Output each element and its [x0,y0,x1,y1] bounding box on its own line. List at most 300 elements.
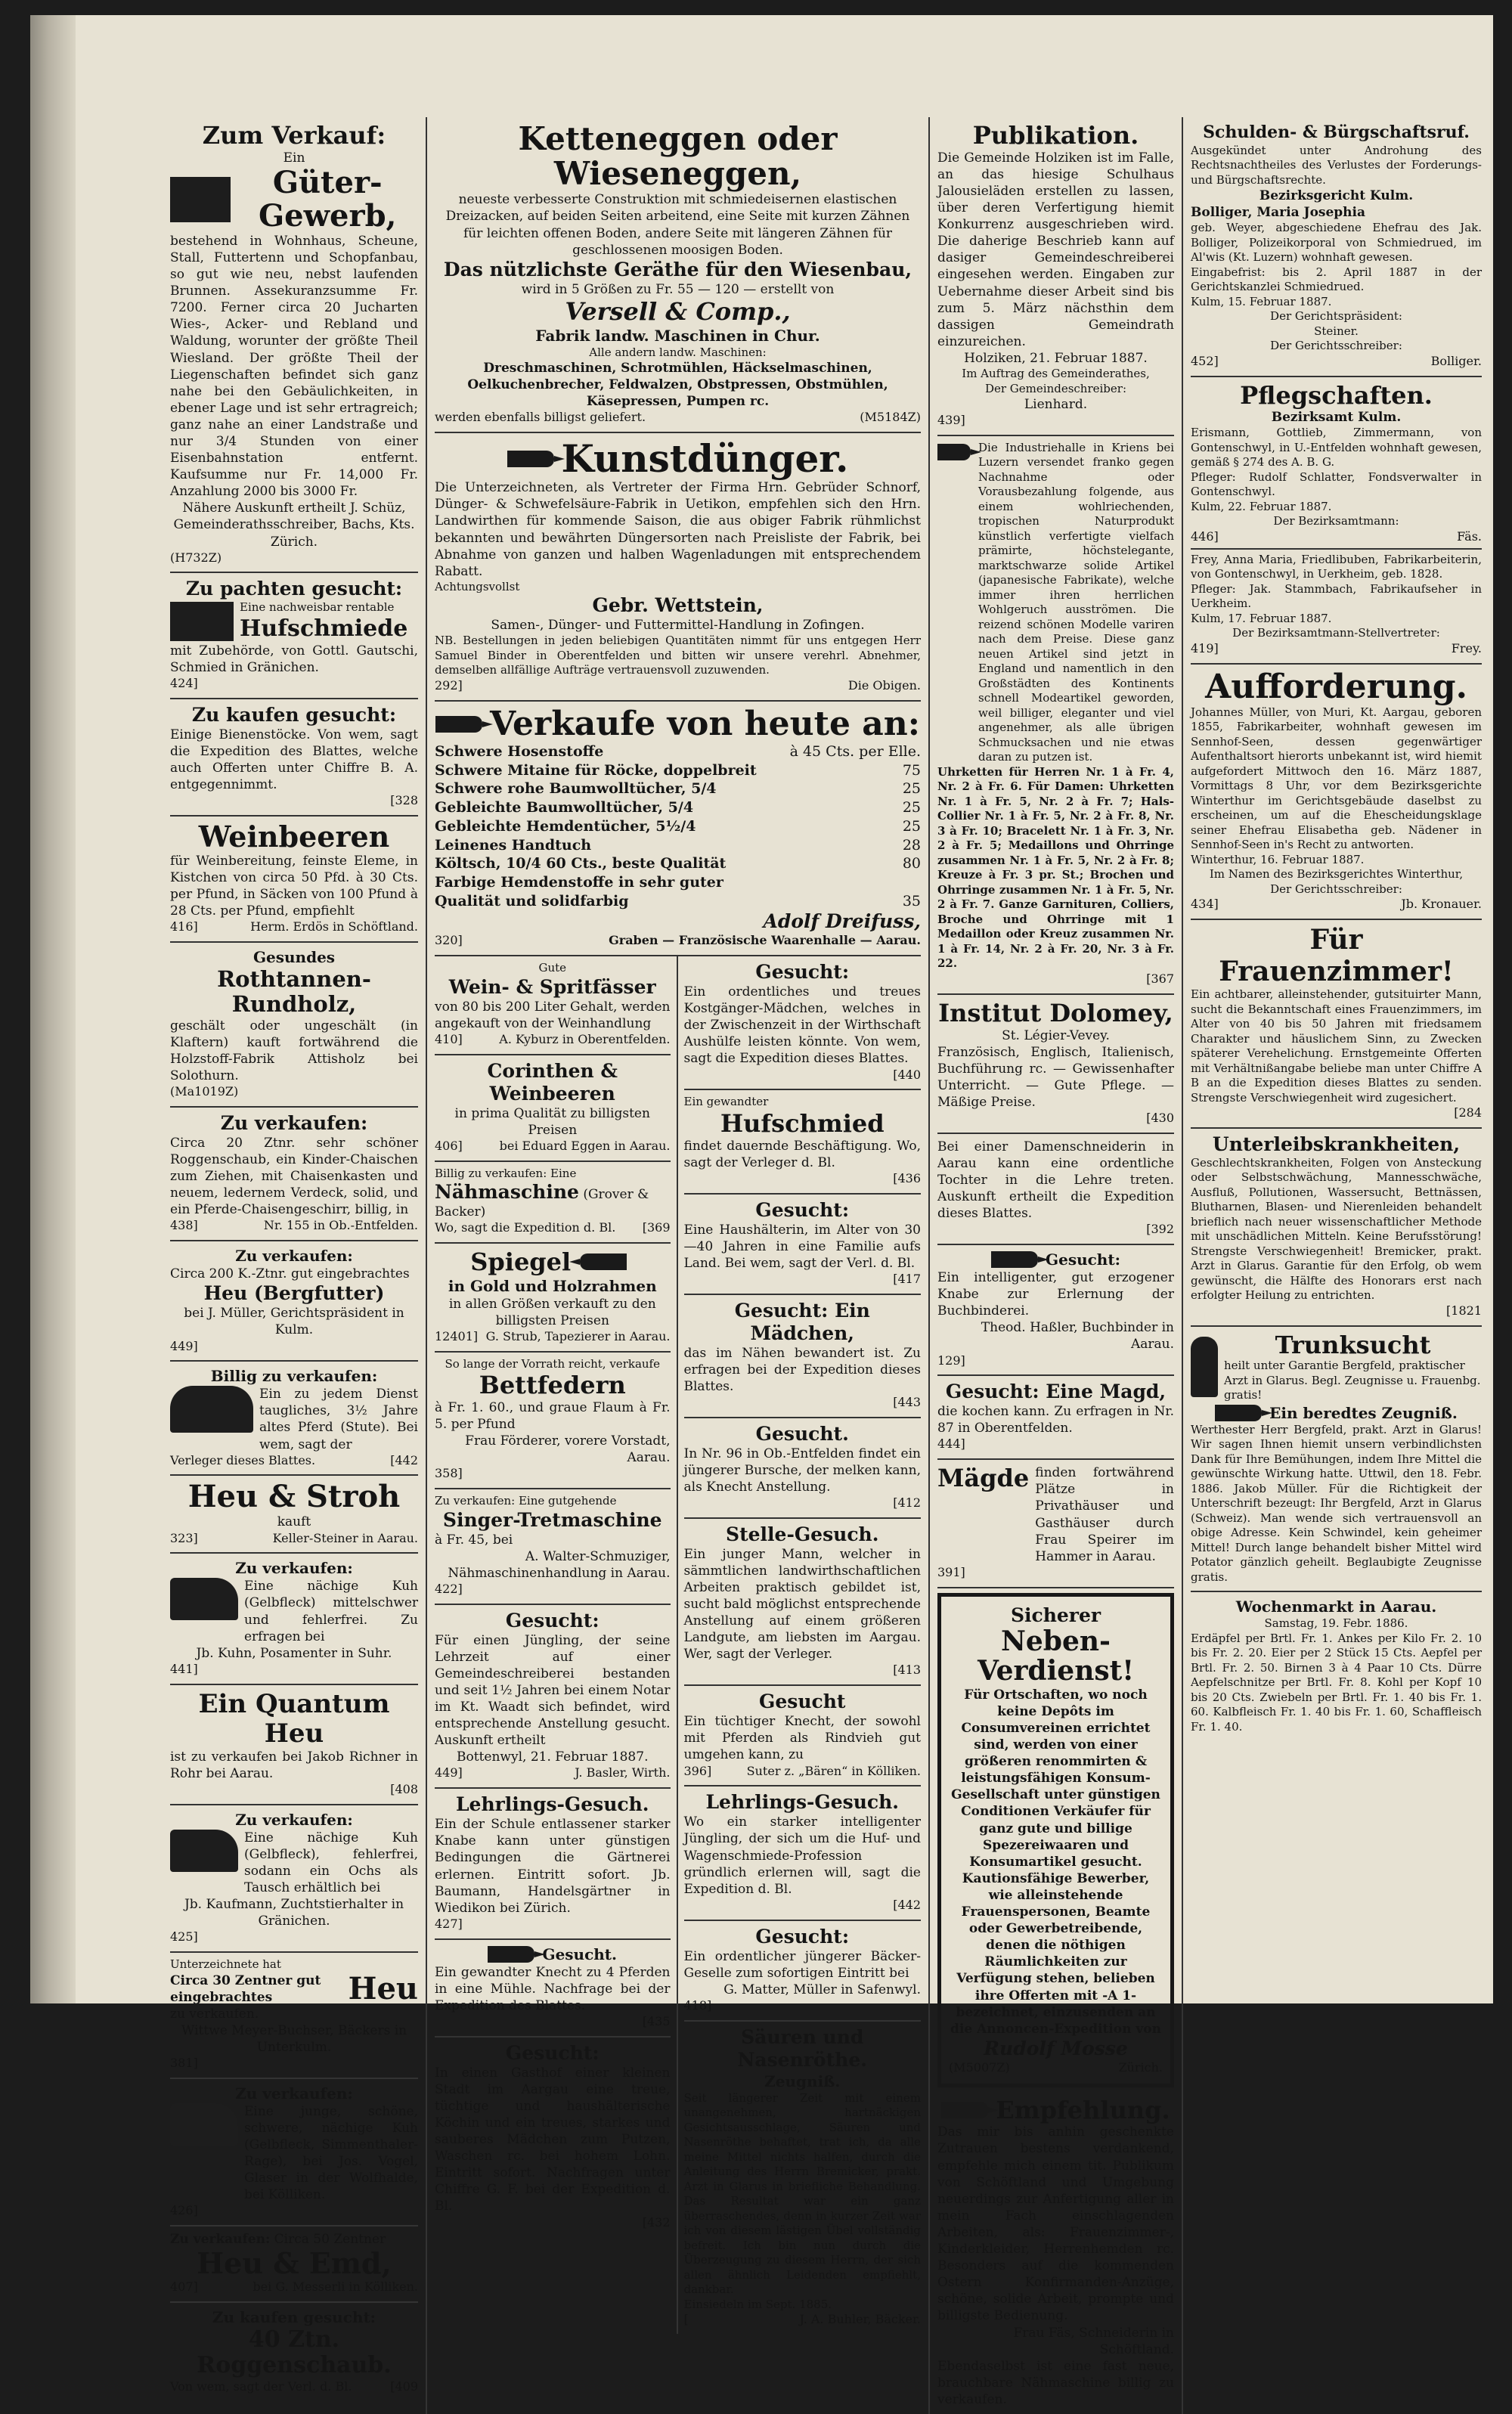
ad-sign-4: Bolliger. [1430,353,1482,368]
ad-sign-3: Jb. Kronauer. [1401,897,1482,912]
ad-wochenmarkt [1191,1592,1482,1740]
ad-body: Ein junger Mann, welcher in sämmtlichen landwirthschaftlichen Arbeiten praktisch gebildet ist, sucht bald möglichst entsprechende Anstellung auf einem größeren Landgute, am liebsten im Aargau. Wer, sagt der Verleger. [683,1546,921,1663]
ad-nb: NB. Bestellungen in jeden beliebigen Quantitäten nimmt für uns entgegen Herr Samuel Binder in Oberentfelden und bitten wir unsere verehrl. Abnehmer, demselben allfällige Aufträge vertrauensvoll zuzuwenden. [435,634,921,677]
ad-body: Für einen Jüngling, der seine Lehrzeit auf einer Gemeindeschreiberei bestanden und seit 1½ Jahren bei einem Notar im Kt. Waadt sich befindet, wird entsprechende Anstellung gesucht. Auskunft ertheilt [435,1632,671,1749]
price-row [435,836,921,855]
ad-headline-2: Neben-Verdienst! [977,1625,1135,1687]
ad-body: bestehend in Wohnhaus, Scheune, Stall, Futtertenn und Schopfanbau, so gut wie neu, nebst laufenden Brunnen. Assekuranzsumme Fr. 7200. Ferner circa 20 Jucharten Wies-, Acker- und Rebland und Waldung, worunter der größte Theil Wiesland. Der größte Theil der Liegenschaften befindet sich ganz nahe bei den Gebäulichkeiten, in ebener Lage und ist sehr ertragreich; ganz nahe an einer Landstraße und nur 3/4 Stunden von einer Eisenbahnstation entfernt. Kaufsumme nur Fr. 14,000 Fr. Anzahlung 2000 bis 3000 Fr. [170,233,418,500]
ad-billig [170,1362,418,1476]
ad-contact: J. A. Buhler, Bäcker. [799,2312,921,2327]
ad-kuh-2 [170,1805,418,1953]
ad-title: Zu verkaufen: [235,1810,353,1829]
ad-stelle [684,1519,922,1686]
price-item-price: 80 [902,855,921,872]
ad-naehmaschine [435,1162,671,1244]
ad-date: Einsiedeln im Sept. 1885. [683,2297,832,2311]
ad-body: Ein ordentlicher jüngerer Bäcker-Geselle zum sofortigen Eintritt bei [683,1948,921,1981]
ad-ref: 439] [937,413,965,428]
ad-ref: [367 [1146,971,1174,986]
ad-contact: Jb. Kuhn, Posamenter in Suhr. [196,1645,392,1661]
ad-lehrling [435,1789,671,1939]
horse-icon [170,1386,253,1433]
ad-ref: 438] [170,1218,198,1233]
ad-ref: [ [683,2312,689,2327]
ad-firm-sub: Fabrik landw. Maschinen in Chur. [535,326,820,345]
ad-headline: Corinthen & Weinbeeren [487,1059,618,1105]
ad-ref: [408 [390,1782,418,1796]
price-item-price: 25 [902,817,921,835]
ad-contact: Verleger dieses Blattes. [170,1452,316,1467]
ad-trunksucht [1191,1327,1482,1593]
ad-body: finden fortwährend Plätze in Privathäuser und Gasthäuser durch Frau Speirer im Hammer in Aarau. [1035,1465,1174,1564]
ad-contact: Frau Förderer, vorere Vorstadt, Aarau. [465,1433,671,1466]
ad-headline: Wein- & Spritfässer [448,975,656,998]
smithy-icon [170,602,234,641]
ad-body: Von wem, sagt der Verl. d. Bl. [170,2378,352,2394]
price-item-price: à 45 Cts. per Elle. [789,743,921,761]
ad-contact: Suter z. „Bären“ in Kölliken. [746,1763,921,1778]
ad-body: findet dauernde Beschäftigung. Wo, sagt der Verleger d. Bl. [683,1138,921,1170]
ad-pre: Gute [538,961,567,975]
pointing-hand-icon [941,2102,988,2118]
ad-headline: Schulden- & Bürgschaftsruf. [1203,122,1470,142]
ad-egge [435,117,921,433]
ad-verkaufe [435,702,921,956]
ad-contact: bei J. Müller, Gerichtspräsident in Kulm. [184,1306,404,1338]
ad-empfehlung [937,2092,1174,2414]
ad-contact: Wittwe Meyer-Buchser, Bäckers in Unterkulm. [181,2022,407,2056]
ad-title: Zu verkaufen: [235,1559,353,1578]
ad-subtitle: St. Légier-Vevey. [1002,1027,1110,1043]
ad-headline: Publikation. [972,121,1139,150]
ad-body: Eine Haushälterin, im Alter von 30—40 Jahren in eine Familie aufs Land. Bei wem, sagt der Verl. d. Bl. [683,1222,921,1271]
ad-ref: 129] [937,1353,965,1368]
ad-sign: Die Obigen. [847,677,921,693]
small-ads-right [678,956,922,2334]
ad-headline: Kunstdünger. [561,436,849,482]
ad-title: Zu verkaufen: [220,1111,368,1134]
ad-bettfedern [435,1353,671,1489]
ad-date: Kulm, 22. Februar 1887. [1191,499,1332,513]
ad-lehrling-2 [684,1786,922,1920]
ad-body: die kochen kann. Zu erfragen in Nr. 87 in Oberentfelden. [937,1404,1174,1436]
ad-headline: Säuren und Nasenröthe. [737,2025,867,2071]
ad-title: Zum Verkauf: [202,121,386,150]
ad-hufschmied [684,1090,922,1194]
ad-ref: [328 [390,793,418,808]
ad-contact: Frau Fäs, Schneiderin in Schöftland. [1013,2325,1174,2357]
ad-maedchen [684,1295,922,1418]
price-item-name: Farbige Hemdenstoffe in sehr guter [435,873,723,891]
price-item-price: 25 [902,780,921,798]
price-row [435,798,921,817]
ad-greeting: Achtungsvollst [435,579,520,593]
ad-ref: [413 [893,1663,921,1678]
ad-pre: Ein gewandter [683,1095,769,1109]
ad-ref: 424] [170,676,198,691]
ad-body: Wo ein starker intelligenter Jüngling, der sich um die Huf- und Wagenschmiede-Profession gründlich erlernen will, sagt die Expedition d. Bl. [683,1814,921,1897]
pointing-hand-icon [580,1253,627,1270]
ad-ref: [443 [893,1394,921,1409]
ad-body-2: Frey, Anna Maria, Friedlibuben, Fabrikarbeiterin, von Gontenschwyl, in Uerkheim, geb. 1828. [1191,552,1482,581]
newspaper-page [30,15,1493,2407]
ad-aufforderung [1191,665,1482,921]
ad-baecker [684,1921,922,2022]
pointing-finger-icon [1191,1337,1218,1397]
ad-body: Eine nächige Kuh (Gelbfleck), fehlerfrei, sodann ein Ochs als Tausch erhältlich bei [244,1830,418,1896]
page-binding [30,15,76,2003]
ad-title: Lehrlings-Gesuch. [705,1791,900,1814]
ad-magd [937,1376,1174,1460]
ad-contact: J. Basler, Wirth. [575,1765,671,1780]
ad-firm: Gebr. Wettstein, [592,594,764,617]
ad-headline: Wochenmarkt in Aarau. [1235,1597,1437,1616]
ad-verkauf [170,117,418,573]
ad-ref: [417 [893,1271,921,1286]
ad-headline: Heu & Stroh [187,1479,401,1515]
ad-knecht-2 [684,1686,922,1786]
ad-sign-1: Der Gerichtspräsident: [1270,309,1402,324]
ad-ref: [392 [1146,1222,1174,1237]
ad-schulden [1191,117,1482,377]
ad-ref: 416] [170,919,198,934]
ad-body: Französisch, Englisch, Italienisch, Buchführung rc. — Gewissenhafter Unterricht. — Gute Pflege. — Mäßige Preise. [937,1044,1174,1110]
ad-roggen [170,2303,418,2401]
ad-body: Ein intelligenter, gut erzogener Knabe zur Erlernung der Buchbinderei. [937,1270,1174,1319]
ad-contact: G. Strub, Tapezierer in Aarau. [485,1328,671,1343]
ad-quantum [170,1685,418,1805]
ad-ref: [435 [642,2013,671,2028]
ad-headline: Rothtannen-Rundholz, [217,966,371,1018]
price-row [435,761,921,780]
ad-saeuren [684,2022,922,2334]
ad-ref: 406] [435,1138,463,1153]
price-row [435,742,921,761]
ad-body: Circa 50 Zentner [274,2232,386,2248]
ad-contact: Herm. Erdös in Schöftland. [250,919,418,934]
pointing-hand-icon [1215,1405,1262,1421]
ad-contact: Nr. 155 in Ob.-Entfelden. [263,1218,418,1233]
price-item-name: Schwere Mitaine für Röcke, doppelbreit [435,761,757,779]
pointing-hand-icon [435,716,482,733]
ad-contact: Nähere Auskunft ertheilt J. Schüz, Gemeinderathsschreiber, Bachs, Kts. Zürich. [173,500,415,550]
ad-headline: Institut Dolomey, [938,998,1173,1027]
ad-date: Samstag, 19. Febr. 1886. [1264,1616,1408,1631]
ad-ref: [436 [893,1170,921,1185]
ad-uhrketten [937,436,1174,995]
ad-headline: Gesucht: Eine Magd, [945,1381,1167,1403]
ad-ref: 320] [435,933,463,948]
column-3 [930,117,1183,2414]
ad-body: Geschlechtskrankheiten, Folgen von Ansteckung oder Selbstschwächung, Mannesschwäche, Ausfluß, Pollutionen, Wassersucht, Bettnässen, Blutharnen, Blasen- und Nierenleiden behandelt brieflich nach neuer wissenschaftlicher Methode mit unschädlichen Mitteln. Keine Berufsstörung! Strengste Verschwiegenheit! Bremicker, prakt. Arzt in Glarus. Garantie für den Erfolg, ob wem gewünscht, die Hälfte des Honorars erst nach erfolgter Heilung zu entrichten. [1191,1155,1482,1303]
ad-body: Johannes Müller, von Muri, Kt. Aargau, geboren 1855, Fabrikarbeiter, wohnhaft gewesen im Sennhof-Seen, dessen gegenwärtiger Aufenthaltsort hierorts unbekannt ist, wird hiemit aufgefordert Mittwoch den 16. März 1887, Vormittags 8 Uhr, vor dem Bezirksgerichte Winterthur im Gerichtsgebäude daselbst zu erscheinen, um auf die Ehescheidungsklage seiner Ehefrau Elisabetha geb. Nädener in Sennhof-Seen in's Recht zu antworten. [1191,705,1482,852]
ad-ref: 381] [170,2056,198,2071]
ad-ref: 444] [937,1436,965,1452]
price-item-price: 25 [902,799,921,817]
ad-title: Gesucht. [542,1945,618,1963]
ad-headline: Ketteneggen oder Wieseneggen, [518,120,838,193]
ad-ref: 323] [170,1530,198,1545]
ad-unterleib [1191,1129,1482,1327]
ad-ref: 449] [170,1338,198,1353]
ad-body: Ein achtbarer, alleinstehender, gutsituirter Mann, sucht die Bekanntschaft eines Frauenzimmers, im Alter von 40 bis 50 Jahren mit friedsamem Charakter und häuslichem Sinn, zu Zwecken späterer Verehelichung. Ernstgemeinte Offerten mit Verhältnißangabe beliebe man unter Chiffre A B an die Expedition dieses Blattes zu senden. Strengste Verschwiegenheit wird zugesichert. [1191,987,1482,1105]
ad-frauenzimmer [1191,920,1482,1129]
ad-title: Zu kaufen gesucht: [191,703,397,726]
price-row [435,817,921,836]
ad-ref: 452] [1191,353,1219,368]
ad-list: Uhrketten für Herren Nr. 1 à Fr. 4, Nr. 2 à Fr. 6. Für Damen: Uhrketten Nr. 1 à Fr. 5, Nr. 2 à Fr. 7; Hals-Collier Nr. 1 à Fr. 5, Nr. 2 à Fr. 8, Nr. 3 à Fr. 10; Bracelett Nr. 1 à Fr. 3, Nr. 2 à Fr. 5; Medaillons und Ohrringe zusammen Nr. 1 à Fr. 5, Nr. 2 à Fr. 8; Kreuze à Fr. 3 pr. St.; Brochen und Ohrringe zusammen Nr. 1 à Fr. 5, Nr. 2 à Fr. 7. Ganze Garnituren, Colliers, Broche und Ohrringe mit 1 Medaillon oder Kreuz zusammen Nr. 1 à Fr. 14, Nr. 2 à Fr. 20, Nr. 3 à Fr. 22. [937,764,1174,971]
ad-ref: [432 [642,2214,671,2230]
ad-date: Winterthur, 16. Februar 1887. [1191,852,1365,866]
ad-body: Erismann, Gottlieb, Zimmermann, von Gontenschwyl, in U.-Entfelden wohnhaft gewesen, gemäß § 274 des A. B. G. [1191,426,1482,469]
ad-sign-3: Der Bezirksamtmann-Stellvertreter: [1232,626,1440,640]
price-row [435,854,921,873]
ad-body: Erdäpfel per Brtl. Fr. 1. Ankes per Kilo Fr. 2. 10 bis Fr. 2. 20. Eier per 2 Stück 15 Cts. Aepfel per Brtl. Fr. 2. 50. Birnen 3 à 4 Paar 10 Cts. Dürre Aepfelschnitze per Brtl. Fr. 8. Kohl per Kopf 10 bis 20 Cts. Zwiebeln per Brtl. Fr. 1. 40 bis Fr. 1. 60. Kalbfleisch Fr. 1. 40 bis Fr. 1. 60, Schaffleisch Fr. 1. 40. [1191,1631,1482,1734]
ad-ref: (Ma1019Z) [170,1084,239,1099]
ad-ref: 12401] [435,1328,479,1343]
ad-ref: 446] [1191,528,1219,544]
cow-icon [170,1830,238,1872]
ad-ref: 358] [435,1466,463,1481]
house-icon [170,177,231,222]
ad-title: Gesucht: [505,2041,600,2064]
ad-name: Bolliger, Maria Josephia [1191,205,1366,221]
ad-kuh-1 [170,1554,418,1684]
ad-ref: (M5007Z) [949,2059,1010,2075]
ad-contact: bei Eduard Eggen in Aarau. [499,1138,671,1153]
ad-body: Ein der Schule entlassener starker Knabe kann unter günstigen Bedingungen die Gärtnerei erlernen. Eintritt sofort. Jb. Baumann, Handelsgärtner in Wiedikon bei Zürich. [435,1817,671,1916]
ad-title: Billig zu verkaufen: [210,1367,378,1386]
ad-maegde [937,1460,1174,1588]
ad-sign-2: Der Gerichtsschreiber: [1270,882,1402,896]
ad-ref: [430 [1146,1110,1174,1125]
ad-ref: (M5184Z) [860,410,921,425]
ad-headline: Ein Quantum Heu [198,1688,390,1749]
ad-headline: Spiegel [470,1247,572,1276]
ad-body: in prima Qualität zu billigsten Preisen [454,1105,650,1138]
ad-body: In einen Gasthof einer kleinen Stadt im Aargau eine treue, tüchtige und haushälterische Köchin und ein treues, starkes und sauberes Mädchen zum Putzen, Waschen rc. bei hohem Lohn. Eintritt sofort. Nachfragen unter Chiffre G. F. bei der Expedition d. Bl. [435,2065,671,2214]
ad-footer: werden ebenfalls billigst geliefert. [435,410,646,425]
pointing-hand-icon [488,1946,534,1963]
ad-firm: Adolf Dreifuss, [763,910,921,933]
ad-headline: Heu [348,1970,418,2007]
ad-body: heilt unter Garantie Bergfeld, praktischer Arzt in Glarus. Begl. Zeugnisse u. Frauenbg. gratis! [1224,1359,1481,1402]
price-item-name: Gebleichte Hemdentücher, 5½/4 [435,817,696,835]
ad-damenschneiderin [937,1134,1174,1245]
ad-sign-1: Im Auftrag des Gemeinderathes, [962,367,1150,381]
price-item-name: Qualität und solidfarbig [435,892,629,910]
ad-kostgaenger [684,956,922,1090]
ad-headline: Trunksucht [1275,1330,1431,1359]
ad-ref: 407] [170,2279,198,2295]
ad-body: neueste verbesserte Construktion mit schmiedeisernen elastischen Dreizacken, auf beiden Seiten arbeitend, eine Seite mit kurzen Zähnen für leichten offenen Boden, andere Seite mit längeren Zähnen für geschlossenen moosigen Boden. [445,192,910,258]
ad-nebenverdienst [937,1593,1174,2087]
price-item-name: Leinenes Handtuch [435,836,592,854]
ad-body: Ausgekündet unter Androhung des Rechtsnachtheiles des Verlustes der Forderungs- und Bürgschaftsrechte. [1191,143,1482,187]
cow-icon [170,2103,238,2146]
ad-pachten [170,573,418,699]
ad-contact: Jb. Kaufmann, Zuchtstierhalter in Gränichen. [184,1897,404,1929]
ad-headline: Für Frauenzimmer! [1219,924,1454,987]
ad-ref: 292] [435,677,463,693]
ad-date: Holziken, 21. Februar 1887. [964,350,1148,366]
column-4 [1183,117,1489,2414]
column-2 [427,117,930,2414]
ad-ref: 418] [683,1997,712,2013]
ad-title: Gesucht. [755,1422,849,1445]
ad-body: in allen Größen verkauft zu den billigsten Preisen [448,1296,656,1328]
pointing-hand-icon [991,1251,1038,1268]
ad-sign-1: Der Bezirksamtmann: [1273,514,1399,528]
ad-ref: 410] [435,1031,463,1046]
ad-contact: Theod. Haßler, Buchbinder in Aarau. [981,1320,1174,1353]
ad-faesser [435,956,671,1055]
ad-court: Bezirksamt Kulm. [1271,410,1402,426]
ad-pflegschaften [1191,377,1482,665]
ad-subtitle: zu verkaufen. [170,2006,259,2022]
ad-headline: Heu & Emd, [197,2246,392,2281]
ad-body: Circa 30 Zentner gut eingebrachtes [170,1972,321,2005]
cow-icon [170,1578,238,1620]
ad-headline: 40 Ztn. Roggenschaub. [197,2326,392,2379]
ad-body: Seit längerer Zeit mit einem unangenehmen, hartnäckigen Gesichtsausschlage, Säuren und Nasenröthe behaftet, trat ich, da alle meine Mittel nichts halfen, durch die Anleitung des Herrn Bremicker, prakt. Arzt in Glarus in briefliche Behandlung. Das Resultat war ein ganz überraschendes, denn in kurzer Zeit war ich von diesem lästigen Übel vollständig befreit. Ich bin nun durch die Überzeugung zu diesem Herrn, der sich allen ähnlich Leidenden empfiehlt, dankbar. [683,2090,921,2297]
ad-body: Die Gemeinde Holziken ist im Falle, an das hiesige Schulhaus Jalousieläden erstellen zu lassen, über deren Verfertigung hiemit Konkurrenz ausgeschrieben wird. Die daherige Beschrieb kann auf dasiger Gemeindeschreiberei eingesehen werden. Eingaben zur Uebernahme dieser Arbeit sind bis zum 5. März nächsthin dem dassigen Gemeindrath einzureichen. [937,150,1174,349]
ad-slogan: Das nützlichste Geräthe für den Wiesenbau, [443,258,912,280]
ad-ref: [442 [390,1452,418,1467]
ad-headline: Bettfedern [479,1371,626,1400]
ad-pre: Gesundes [253,948,336,967]
ad-headline: Unterleibskrankheiten, [1212,1133,1461,1155]
ad-body: Das mir bis anhin geschenkte Zutrauen bestens verdankend, empfehle mich einem tit. Publikum von Schöftland und Umgebung neuerdings zur Anfertigung aller in mein Fach einschlagenden Arbeiten, als: Frauenzimmer-, Kinderkleider, Herrenhemden rc. Besonders auf die kommenden Ostern Konfirmanden-Anzüge, schöne, solide Arbeit, prompte und billigste Bedienung. [937,2124,1174,2324]
ad-headline: Hufschmied [720,1108,885,1138]
ad-sign-2: Der Gemeindeschreiber: [984,381,1127,395]
ad-title: Lehrlings-Gesuch. [455,1793,649,1816]
ad-sign-2: Steiner. [1314,324,1359,338]
ad-headline: Mägde [937,1464,1030,1493]
price-item-name: Schwere Hosenstoffe [435,743,604,761]
ad-pre: Zu verkaufen: Eine gutgehende [435,1494,617,1508]
ad-deadline: Eingabefrist: bis 2. April 1887 in der Gerichtskanzlei Schmiedrued. [1191,265,1482,294]
ad-title: Zu kaufen gesucht: [212,2307,376,2326]
small-ads-left [435,956,678,2334]
ad-kuh-3 [170,2079,418,2227]
ad-ref: 391] [937,1564,965,1579]
ad-bursche [684,1418,922,1519]
ad-date-2: Kulm, 17. Februar 1887. [1191,611,1332,625]
ad-kaufen [170,699,418,817]
ad-firm-sub: Samen-, Dünger- und Futtermittel-Handlung in Zofingen. [491,618,865,634]
ad-sign-3: Der Gerichtsschreiber: [1270,339,1402,353]
pointing-hand-icon [937,444,971,460]
ad-juengling [435,1605,671,1790]
ad-title: Zu verkaufen: [170,2232,271,2248]
ad-body-2: geb. Weyer, abgeschiedene Ehefrau des Jak. Bolliger, Polizeikorporal von Schmiedrued, im Al'wis (Kt. Luzern) wohnhaft gewesen. [1191,221,1482,265]
ad-ref-2: 419] [1191,640,1219,655]
pointing-hand-icon [507,451,554,467]
ad-sign-1: Im Namen des Bezirksgerichtes Winterthur, [1209,867,1464,882]
ad-title: Zu verkaufen: [235,2084,353,2103]
ad-corinthen [435,1055,671,1162]
ad-headline: Pflegschaften. [1240,380,1433,410]
ad-pre: Unterzeichnete hat [170,1957,281,1972]
ad-subtitle: kauft [277,1514,311,1530]
ad-ref: [440 [893,1067,921,1082]
ad-city: Zürich. [1118,2059,1163,2075]
column-1 [163,117,427,2414]
price-item-name: Költsch, 10/4 60 Cts., beste Qualität [435,855,727,872]
ad-subtitle: Zeugniß. [764,2072,841,2090]
ad-headline: Weinbeeren [198,820,390,854]
ad-contact: Keller-Steiner in Aarau. [272,1530,418,1545]
ad-headline: Aufforderung. [1205,667,1467,706]
ad-ref: 427] [435,1916,463,1931]
ad-headline: Empfehlung. [996,2095,1170,2124]
ad-headline: Güter-Gewerb, [259,164,397,234]
ad-kunstduenger [435,433,921,701]
ad-body: Ein gewandter Knecht zu 4 Pferden in eine Mühle. Nachfrage bei der Expedition des Blattes. [435,1964,671,2013]
ad-body: ist zu verkaufen bei Jakob Richner in Rohr bei Aarau. [170,1749,418,1781]
ad-title: Gesucht: [755,1925,850,1948]
ad-body: Einige Bienenstöcke. Von wem, sagt die Expedition des Blattes, welche auch Offerten unter Chiffre B. A. entgegennimmt. [170,727,418,793]
ad-ref: (H732Z) [170,550,222,565]
ad-headline: Nähmaschine [435,1181,579,1204]
ad-body: geschält oder ungeschält (in Klaftern) kauft fortwährend die Holzstoff-Fabrik Attisholz bei Solothurn. [170,1018,418,1084]
ad-heuemd [170,2227,418,2303]
ad-headline: Hufschmiede [240,615,408,642]
divider [1191,548,1482,550]
ad-headline: Heu (Bergfutter) [203,1282,385,1305]
ad-title: Gesucht: [755,1198,850,1221]
ad-body: Bei einer Damenschneiderin in Aarau kann eine ordentliche Tochter in die Lehre treten. Auskunft ertheilt die Expedition dieses Blattes. [937,1139,1174,1222]
ad-ref: 434] [1191,897,1219,912]
ad-body: Die Unterzeichneten, als Vertreter der Firma Hrn. Gebrüder Schnorf, Dünger- & Schwefelsäure-Fabrik in Uetikon, empfehlen sich den Hrn. Landwirthen für kommende Saison, die aus obiger Fabrik rühmlichst bekannten und bewährten Düngersorten nach Preisliste der Fabrik, bei Abnahme von ganzen und halben Wagenladungen mit entsprechendem Rabatt. [435,480,921,579]
ad-body: à Fr. 1. 60., und graue Flaum à Fr. 5. per Pfund [435,1399,671,1433]
ad-firm: Rudolf Mosse [984,2037,1128,2059]
ad-address: Graben — Französische Waarenhalle — Aarau. [609,933,921,948]
ad-machines-pre: Alle andern landw. Maschinen: [589,345,767,359]
ad-body: Die Industriehalle in Kriens bei Luzern versendet franko gegen Nachnahme oder Vorausbezahlung folgende, aus einem wohlriechenden, tropischen Naturprodukt künstlich verfertigte vielfach prämirte, höchstelegante, marktschwarze solide Artikel (japanesische Fabrikate), welche immer ihren herrlichen Wohlgeruch ausströmen. Die reizend schönen Modelle variren nach dem Preise. Diese ganz neuen Artikel sind jetzt in England und namentlich in den Großstädten des Kontinents schnell Modeartikel geworden, weil billiger, eleganter und viel angenehmer, als alle übrigen Schmucksachen und nie etwas daran zu putzen ist. [978,440,1174,764]
ad-title: Stelle-Gesuch. [726,1523,879,1545]
small-ads-grid [435,956,921,2334]
price-item-name: Gebleichte Baumwolltücher, 5/4 [435,799,694,817]
ad-machines: Dreschmaschinen, Schrotmühlen, Häckselmaschinen, Oelkuchenbrecher, Feldwalzen, Obstpressen, Obstmühlen, Käsepressen, Pumpen rc. [467,361,888,410]
ad-weinbeeren [170,817,418,943]
ad-institut [937,995,1174,1134]
ad-firm: Versell & Comp., [565,296,791,326]
ad-title: Zu pachten gesucht: [185,578,403,600]
ad-title: Gesucht: [1046,1250,1120,1269]
price-row [435,779,921,798]
ad-headline: Verkaufe von heute an: [489,704,921,743]
ad-body: Eine junge, schöne, schwere, nächige Kuh (Gelbfleck, Simmenthaler-Rage), bei Jos. Vogel, Glaser in der Wolfhalde, bei Kölliken. [244,2103,418,2203]
price-row [435,892,921,911]
ad-contact: bei G. Messerli in Kölliken. [253,2279,418,2295]
price-row [435,873,921,892]
price-item-price: 28 [902,836,921,854]
ad-headline-1: Sicherer [1010,1604,1101,1626]
ad-contact: G. Matter, Müller in Safenwyl. [723,1982,921,1997]
ad-body: In Nr. 96 in Ob.-Entfelden findet ein jüngerer Bursche, der melken kann, als Knecht Anstellung. [683,1446,921,1495]
ad-spiegel [435,1244,671,1353]
ad-ref: [284 [1454,1105,1482,1120]
ad-sign-3: Lienhard. [1024,397,1088,413]
price-item-price: 75 [902,761,921,779]
ad-knabe [937,1245,1174,1376]
ad-rundholz [170,943,418,1108]
ad-pre: Eine nachweisbar rentable [240,600,395,615]
ad-knecht [435,1940,671,2037]
ad-verkaufen-2 [170,1241,418,1362]
